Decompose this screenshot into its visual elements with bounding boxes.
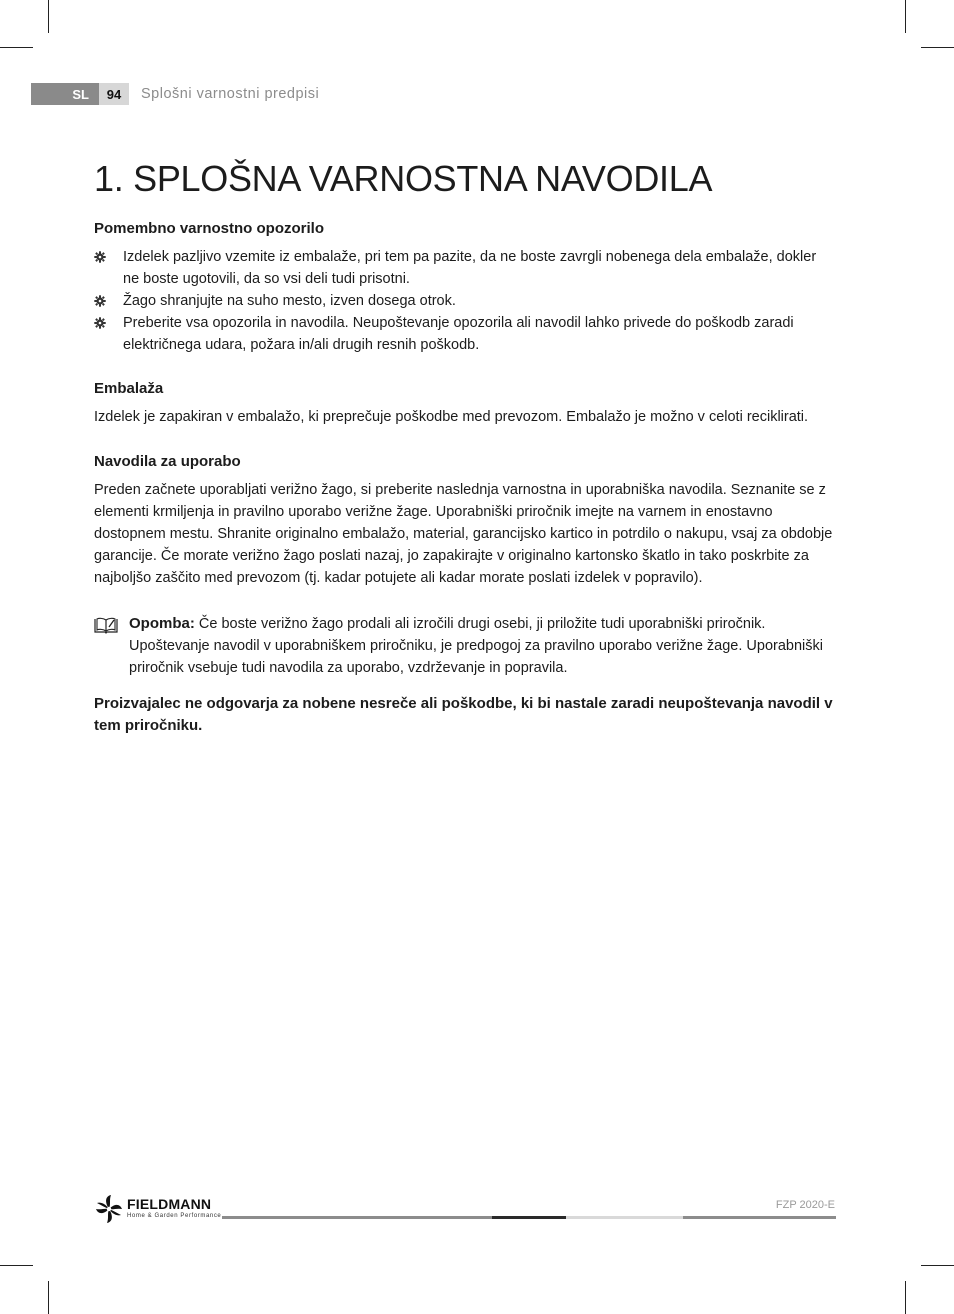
crop-mark	[0, 1265, 33, 1266]
bullet-text: Izdelek pazljivo vzemite iz embalaže, pri tem pa pazite, da ne boste zavrgli nobenega dela embalaže, dokler ne boste ugotovili, da so vsi deli tudi prisotni.	[123, 249, 817, 287]
gear-bullet-icon	[94, 295, 106, 307]
crop-mark	[48, 0, 49, 33]
brand-name: FIELDMANN	[127, 1196, 212, 1212]
crop-mark	[905, 1281, 906, 1314]
list-item	[94, 312, 834, 356]
brand-tagline: Home & Garden Performance	[127, 1213, 222, 1219]
header-section-title: Splošni varnostni predpisi	[141, 86, 320, 102]
packaging-section	[94, 378, 834, 428]
safety-heading: Pomembno varnostno opozorilo	[94, 220, 325, 237]
footer-rule	[566, 1216, 683, 1219]
safety-bullet-list	[94, 246, 834, 356]
instructions-heading: Navodila za uporabo	[94, 453, 241, 470]
footer-rule	[492, 1216, 566, 1219]
crop-mark	[921, 47, 954, 48]
open-book-icon	[94, 616, 118, 634]
bullet-text: Preberite vsa opozorila in navodila. Neupoštevanje opozorila ali navodil lahko privede do poškodb zaradi električnega udara, požara in/ali drugih resnih poškodb.	[123, 315, 794, 353]
fan-logo-icon	[94, 1193, 124, 1225]
bullet-text: Žago shranjujte na suho mesto, izven dosega otrok.	[123, 293, 456, 309]
packaging-heading: Embalaža	[94, 380, 164, 397]
page-number: 94	[99, 83, 129, 105]
footer-rule	[222, 1216, 492, 1219]
instructions-text: Preden začnete uporabljati verižno žago, si preberite naslednja varnostna in uporabniška navodila. Seznanite se z elementi krmiljenja in pravilno uporabo verižne žage. Uporabniški priročnik imejte na varnem in enostavno dostopnem mestu. Shranite originalno embalažo, material, garancijsko kartico in potrdilo o nakupu, vsaj za obdobje garancije. Če morate verižno žago poslati nazaj, jo zapakirajte v originalno kartonsko škatlo in tako poskrbite za najboljšo zaščito med prevozom (tj. kadar potujete ali kadar morate poslati izdelek v popravilo).	[94, 482, 833, 586]
crop-mark	[0, 47, 33, 48]
crop-mark	[921, 1265, 954, 1266]
language-badge: SL	[31, 83, 99, 105]
instructions-section	[94, 451, 834, 589]
page-header-tab	[31, 83, 129, 105]
packaging-text: Izdelek je zapakiran v embalažo, ki preprečuje poškodbe med prevozom. Embalažo je možno v celoti reciklirati.	[94, 409, 809, 425]
page-title: 1. SPLOŠNA VARNOSTNA NAVODILA	[94, 158, 713, 199]
safety-section	[94, 218, 834, 356]
footer-rule	[683, 1216, 836, 1219]
list-item	[94, 290, 834, 312]
note-body	[129, 613, 834, 679]
crop-mark	[905, 0, 906, 33]
disclaimer: Proizvajalec ne odgovarja za nobene nesreče ali poškodbe, ki bi nastale zaradi neupoštevanja navodil v tem priročniku.	[94, 695, 833, 734]
list-item	[94, 246, 834, 290]
note-text: Če boste verižno žago prodali ali izročili drugi osebi, ji priložite tudi uporabniški priročnik. Upoštevanje navodil v uporabniškem priročniku, je predpogoj za pravilno uporabo verižne žage. Uporabniški priročnik vsebuje tudi navodila za uporabo, vzdrževanje in popravila.	[129, 616, 823, 676]
crop-mark	[48, 1281, 49, 1314]
brand-logo	[94, 1193, 224, 1225]
note-label: Opomba:	[129, 615, 195, 632]
gear-bullet-icon	[94, 317, 106, 329]
gear-bullet-icon	[94, 251, 106, 263]
model-number: FZP 2020-E	[775, 1199, 835, 1211]
note-box	[94, 613, 834, 679]
